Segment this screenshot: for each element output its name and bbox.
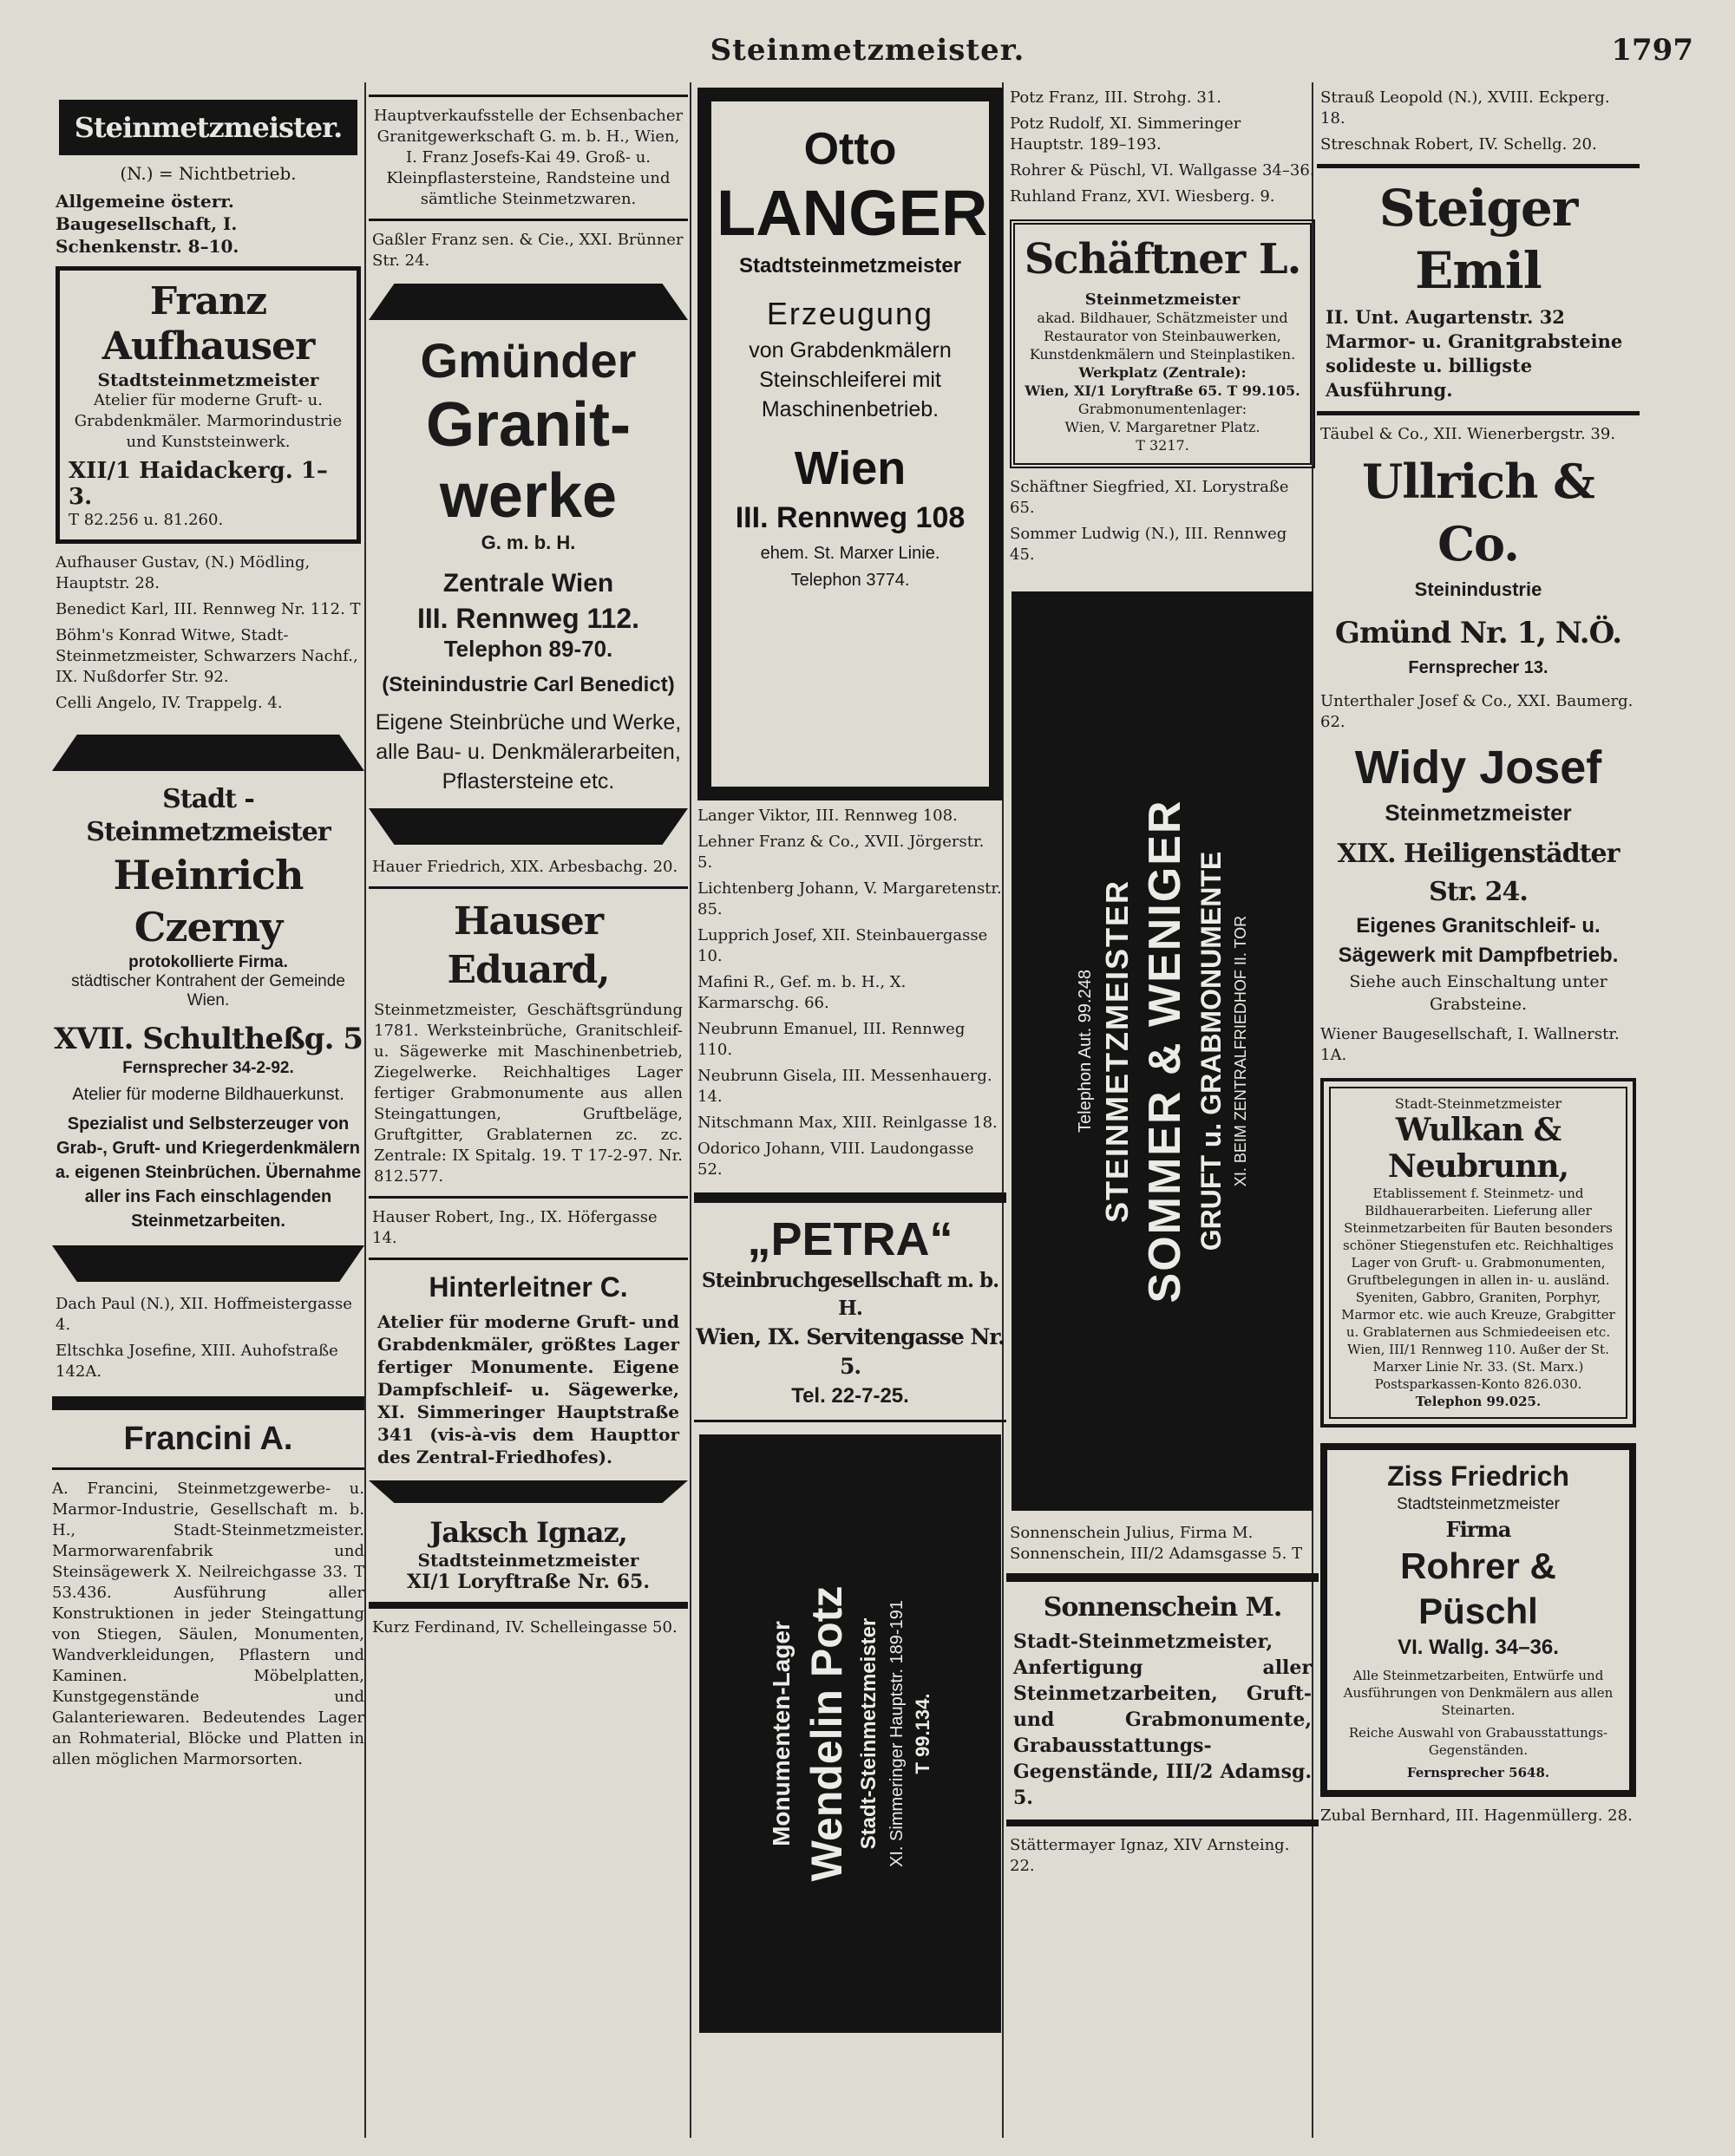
ad-echsenbacher: Hauptverkaufsstelle der Echsenbacher Granitgewerkschaft G. m. b. H., Wien, I. Franz Josefs-Kai 49. Groß- u. Kleinpflastersteine, Randsteine und sämtliche Steinmetzwaren. [373,107,684,208]
list-item: Stättermayer Ignaz, XIV Arnsteing. 22. [1010,1836,1290,1875]
ad-text: Steinmetzmeister, Geschäftsgründung 1781. Werksteinbrüche, Granitschleif- u. Sägewerke mit Maschinenbetrieb, Ziegelwerke. Reichhaltiges Lager fertiger Grabmonumente aus allen Steingattungen, Gruftbeläge, Gruftgitter, Grablaternen zc. zc. Zentrale: IX Spitalg. 19. T 17-2-97. Nr. 812.577. [374,1001,683,1186]
ad-name: Wulkan & Neubrunn, [1387,1112,1569,1185]
ad-line: Wien, V. Margaretner Platz. [1064,419,1260,435]
ad-divider [52,1467,364,1470]
ad-divider [369,1602,688,1609]
ad-address: VI. Wallg. 34–36. [1398,1636,1559,1659]
ad-phone: Tel. 22-7-25. [791,1384,909,1408]
ad-divider [694,1420,1006,1422]
ad-divider [369,95,688,97]
ad-address: XI/1 Loryftraße Nr. 65. [407,1571,650,1593]
column-4 [1006,82,1319,2138]
page-header [0,0,1735,78]
list-item: Neubrunn Gisela, III. Messenhauerg. 14. [697,1067,992,1106]
ad-divider [1006,1573,1319,1582]
ad-ullrich [1317,450,1640,681]
ad-line: Grabmonumentenlager: [1077,401,1247,417]
ad-line: Steinbruchgesellschaft m. b. H. [701,1269,999,1320]
list-item: Langer Viktor, III. Rennweg 108. [697,807,958,825]
ad-divider [369,1480,688,1503]
ad-text: Eigene Steinbrüche und Werke, alle Bau- u. Denkmälerarbeiten, Pflastersteine etc. [375,710,682,794]
list-item: Wiener Baugesellschaft, I. Wallnerstr. 1A. [1320,1025,1620,1064]
ad-phone: Telephon Aut. 99.248 [1076,970,1095,1133]
list-item: Unterthaler Josef & Co., XXI. Baumerg. 62. [1320,692,1634,731]
ad-name: Hauser Eduard, [447,899,610,992]
list-item: Zubal Bernhard, III. Hagenmüllerg. 28. [1320,1806,1633,1825]
ad-line: Zentrale Wien [442,569,614,598]
ad-phone: Fernsprecher 13. [1408,658,1548,677]
ad-name: Schäftner L. [1024,235,1301,284]
list-item: Neubrunn Emanuel, III. Rennweg 110. [697,1020,966,1059]
ad-petra [694,1212,1006,1411]
page-number: 1797 [1611,33,1693,68]
ad-line: Postsparkassen-Konto 826.030. [1374,1376,1582,1392]
ad-line: Granit- [425,390,631,460]
ad-text: Spezialist und Selbsterzeuger von Grab-, Gruft- und Kriegerdenkmälern a. eigenen Steinbrüchen. Übernahme aller ins Fach einschlagenden Steinmetzarbeiten. [55,1114,362,1231]
ad-phone: Fernsprecher 34-2-92. [122,1059,294,1077]
ad-text: Atelier für moderne Gruft- und Grabdenkmäler, größtes Lager fertiger Monumente. Eigene Dampfschleif- u. Sägewerke, XI. Simmeringer Hauptstraße 341 (vis-à-vis dem Haupttor des Zentral-Friedhofes). [377,1311,679,1467]
list-item: Lichtenberg Johann, V. Margaretenstr. 85. [697,879,1002,918]
ad-sonnenschein [1006,1591,1319,1811]
ad-line: III. Rennweg 112. [416,603,640,634]
ad-divider [369,808,688,845]
ad-line: Otto [803,124,897,174]
list-item: Böhm's Konrad Witwe, Stadt-Steinmetzmeister, Schwarzers Nachf., IX. Nußdorfer Str. 92. [56,626,358,686]
list-item: Kurz Ferdinand, IV. Schelleingasse 50. [372,1618,678,1637]
ad-divider [369,1196,688,1199]
ad-text: von Grabdenkmälern Steinschleiferei mit Maschinenbetrieb. [749,338,952,421]
ad-note: Siehe auch Einschaltung unter Grabsteine. [1349,972,1607,1014]
ad-phone: Fernsprecher 5648. [1406,1765,1550,1780]
ad-title: Stadtsteinmetzmeister [1397,1495,1560,1513]
ad-text: II. Unt. Augartenstr. 32 Marmor- u. Granitgrabsteine solideste u. billigste Ausführung. [1326,306,1623,401]
ad-text: Alle Steinmetzarbeiten, Entwürfe und Ausführungen von Denkmälern aus allen Steinarten. [1343,1668,1614,1718]
ad-sommer-weniger [1012,591,1313,1511]
list-item: Eltschka Josefine, XIII. Auhofstraße 142A. [56,1342,338,1381]
ad-steiger [1317,177,1640,402]
list-item: Rohrer & Püschl, VI. Wallgasse 34–36. [1010,161,1315,180]
page-title: Steinmetzmeister. [710,33,1025,68]
legend-note: (N.) = Nichtbetrieb. [120,163,297,184]
ad-text: Reiche Auswahl von Grabausstattungs-Gegenständen. [1348,1725,1608,1758]
ad-wulkan [1320,1078,1636,1428]
ad-name: Wendelin Potz [802,1585,851,1882]
ad-jaksch [369,1515,688,1593]
ad-line: ehem. St. Marxer Linie. [760,544,940,563]
ad-divider [52,1396,364,1410]
ad-divider [694,1192,1006,1203]
list-item: Gaßler Franz sen. & Cie., XXI. Brünner Str. 24. [372,231,684,270]
ad-phone: T 3217. [1136,437,1189,454]
ad-divider [369,284,688,320]
list-item: Aufhauser Gustav, (N.) Mödling, Hauptstr. 28. [56,553,311,592]
ad-name: Widy Josef [1354,742,1602,794]
ad-title: Stadtsteinmetzmeister [97,369,319,390]
ad-ziss [1320,1443,1636,1797]
ad-divider [52,735,364,771]
ad-widy [1317,738,1640,1016]
ad-gmuender [369,332,688,796]
ad-schaeftner [1010,219,1315,468]
ad-divider [1317,164,1640,168]
ad-title: Steinmetzmeister [1385,800,1572,826]
ad-hauser [369,898,688,1187]
ad-line: Wien [794,442,907,494]
list-item: Hauer Friedrich, XIX. Arbesbachg. 20. [372,858,678,876]
ad-line: protokollierte Firma. [128,953,288,971]
ad-name: SOMMER & WENIGER [1140,799,1190,1303]
ad-line: G. m. b. H. [481,532,576,553]
ad-phone: T 99.134. [912,1693,933,1774]
ad-divider [369,886,688,889]
ad-text: akad. Bildhauer, Schätzmeister und Restaurator von Steinbauwerken, Kunstdenkmälern und Steinplastiken. [1029,310,1296,363]
ad-text: A. Francini, Steinmetzgewerbe- u. Marmor-Industrie, Gesellschaft m. b. H., Stadt-Steinmetzmeister. Marmorwarenfabrik und Steinsägewerk X. Neilreichgasse 33. T 53.436. Ausführung aller Konstruktionen in jeder Steingattung von Stiegen, Säulen, Monumenten, Wandverkleidungen, Pflastern und Kaminen. Möbelplatten, Kunstgegenstände und Galanteriewaren. Bedeutendes Lager an Rohmaterial, Blöcke und Platten in allen möglichen Marmorsorten. [52,1480,364,1768]
column-3 [694,82,1006,2138]
ad-address: XI. Simmeringer Hauptstr. 189-191 [887,1600,907,1867]
ad-address: Wien, IX. Servitengasse Nr. 5. [696,1324,1005,1379]
ad-name: Heinrich Czerny [113,852,304,951]
ad-line: Gmünder [420,333,637,388]
list-item: Potz Franz, III. Strohg. 31. [1010,88,1221,107]
list-item: Strauß Leopold (N.), XVIII. Eckperg. 18. [1320,88,1610,127]
ad-potz [699,1434,1001,2033]
ad-name: Hinterleitner C. [429,1271,628,1303]
ad-divider [1317,411,1640,415]
ad-title: Steinmetzmeister [1084,291,1241,309]
ad-line: Monumenten-Lager [768,1621,795,1846]
ad-title: Stadt-Steinmetzmeister [1394,1095,1562,1112]
ad-line: Stadt - Steinmetzmeister [86,784,331,847]
ad-text: Atelier für moderne Gruft- u. Grabdenkmäler. Marmorindustrie und Kunststeinwerk. [74,391,343,451]
ad-text: Eigenes Granitschleif- u. Sägewerk mit Dampfbetrieb. [1338,914,1619,967]
column-5 [1317,82,1640,2138]
ad-line: Telephon 89-70. [443,636,613,662]
list-item: Sonnenschein Julius, Firma M. Sonnenschein, III/2 Adamsgasse 5. T [1010,1524,1303,1563]
ad-name: Steiger Emil [1378,179,1578,300]
list-item: Hauser Robert, Ing., IX. Höfergasse 14. [372,1208,658,1247]
ad-name: Ziss Friedrich [1387,1460,1569,1492]
ad-title: Stadtsteinmetzmeister [417,1550,639,1571]
ad-line: Werkplatz (Zentrale): [1078,364,1247,381]
ad-line: Rohrer & Püschl [1400,1545,1556,1631]
section-label: Steinmetzmeister. [59,100,357,155]
ad-phone: Telephon 3774. [790,571,910,590]
ad-line: (Steinindustrie Carl Benedict) [382,673,675,696]
column-2 [369,82,688,2138]
ad-line: Steinindustrie [1414,578,1542,600]
ad-text: Etablissement f. Steinmetz- und Bildhauerarbeiten. Lieferung aller Steinmetzarbeiten für Bauten besonders schöner Stiegenstufen etc. Reichhaltiges Lager von Gruft- u. Grabmonumenten, Gruftbelegungen in allen in- u. ausländ. Syeniten, Gabbro, Graniten, Porphyr, Marmor etc. wie auch Kreuze, Grabgitter u. Grablaternen aus Schmiedeeisen etc. Wien, III/1 Rennweg 110. Außer der St. Marxer Linie Nr. 33. (St. Marx.) [1341,1186,1615,1375]
ad-line: Firma [1445,1517,1511,1542]
ad-line: GRUFT u. GRABMONUMENTE [1195,851,1227,1251]
column-divider [690,82,691,2138]
ad-divider [369,1258,688,1260]
ad-address: XIX. Heiligenstädter Str. 24. [1337,839,1620,907]
list-item: Potz Rudolf, XI. Simmeringer Hauptstr. 189–193. [1010,114,1241,154]
ad-line: städtischer Kontrahent der Gemeinde Wien. [71,972,345,1009]
ad-phone: T 82.256 u. 81.260. [69,511,224,529]
list-item: Benedict Karl, III. Rennweg Nr. 112. T [56,600,361,618]
ad-phone: Telephon 99.025. [1415,1394,1542,1409]
ad-name: Sonnenschein M. [1043,1592,1282,1623]
ad-name: Francini A. [123,1421,293,1457]
ad-address: Gmünd Nr. 1, N.Ö. [1334,616,1622,650]
ad-address: XII/1 Haidackerg. 1–3. [69,458,328,510]
ad-title: Stadtsteinmetzmeister [738,254,962,278]
list-item: Odorico Johann, VIII. Laudongasse 52. [697,1140,974,1179]
list-item: Lehner Franz & Co., XVII. Jörgerstr. 5. [697,833,985,872]
ad-langer [697,88,1003,800]
column-1 [52,82,364,2138]
column-divider [364,82,366,2138]
ad-divider [1006,1820,1319,1826]
list-item: Sommer Ludwig (N.), III. Rennweg 45. [1010,525,1287,564]
list-item: Allgemeine österr. Baugesellschaft, I. Schenkenstr. 8–10. [56,191,239,257]
ad-hinterleitner [369,1269,688,1468]
list-item: Ruhland Franz, XVI. Wiesberg. 9. [1010,187,1275,206]
list-item: Lupprich Josef, XII. Steinbauergasse 10. [697,926,988,965]
ad-address: XI. BEIM ZENTRALFRIEDHOF II. TOR [1232,915,1249,1187]
list-item: Streschnak Robert, IV. Schellg. 20. [1320,135,1597,154]
ad-title: STEINMETZMEISTER [1099,879,1135,1224]
ad-address: III. Rennweg 108 [735,501,966,534]
ad-francini [52,1419,364,1770]
ad-title: Stadt-Steinmetzmeister [857,1617,881,1850]
ad-name: Jaksch Ignaz, [429,1516,627,1549]
ad-text: Atelier für moderne Bildhauerkunst. [72,1085,344,1104]
ad-name: „PETRA“ [747,1213,953,1265]
list-item: Täubel & Co., XII. Wienerbergstr. 39. [1320,425,1616,443]
list-item: Nitschmann Max, XIII. Reinlgasse 18. [697,1114,998,1132]
ad-divider [52,1245,364,1282]
list-item: Mafini R., Gef. m. b. H., X. Karmarschg. 66. [697,973,907,1012]
list-item: Schäftner Siegfried, XI. Lorystraße 65. [1010,478,1289,517]
ad-divider [369,219,688,221]
ad-line: Erzeugung [766,296,934,331]
ad-address: XVII. Schultheßg. 5 [54,1022,363,1056]
ad-text: Stadt-Steinmetzmeister, Anfertigung aller Steinmetzarbeiten, Gruft- und Grabmonumente, Grabausstattungs-Gegenstände, III/2 Adamsg. 5. [1013,1630,1312,1809]
ad-name: Ullrich & Co. [1362,454,1594,572]
list-item: Celli Angelo, IV. Trappelg. 4. [56,694,283,712]
ad-czerny [52,783,364,1233]
ad-name: Franz Aufhauser [101,279,315,369]
ad-line: werke [439,461,618,531]
ad-name: LANGER [717,177,988,249]
ad-line: Wien, XI/1 Loryftraße 65. T 99.105. [1025,382,1300,399]
list-item: Dach Paul (N.), XII. Hoffmeistergasse 4. [56,1295,352,1334]
ad-aufhauser [56,266,361,544]
